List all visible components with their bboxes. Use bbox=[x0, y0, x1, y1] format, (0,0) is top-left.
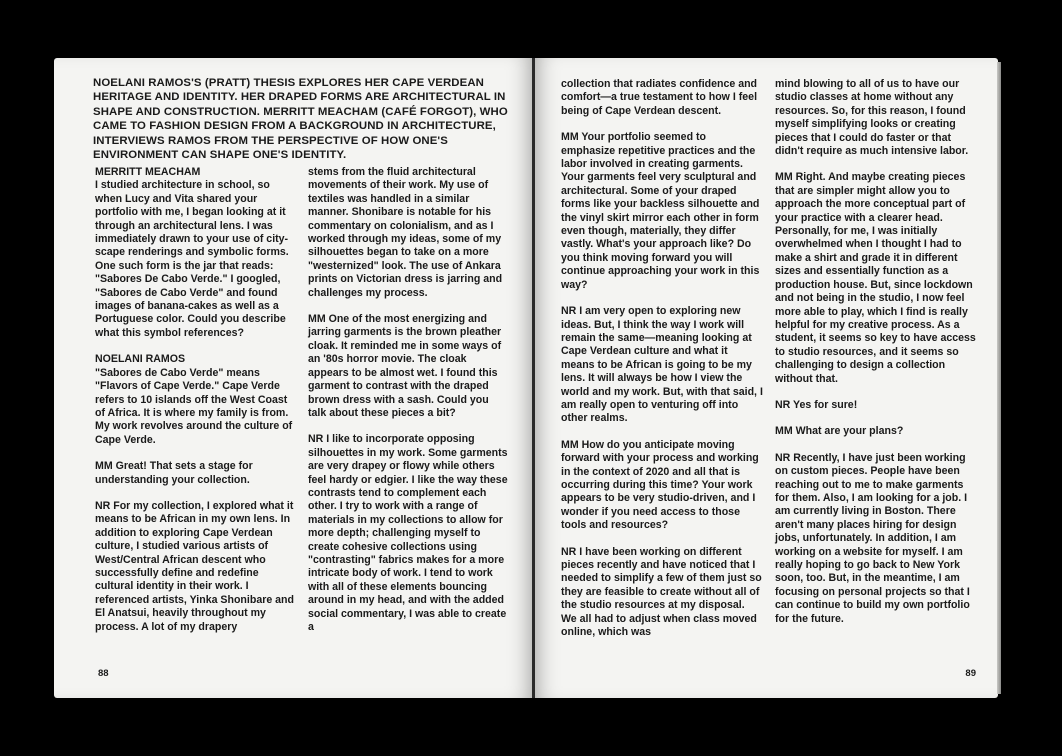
right-page bbox=[535, 58, 998, 698]
page-number: 88 bbox=[98, 668, 109, 679]
paragraph: MM How do you anticipate moving forward with your process and working in the context of 2020 and all that is occurring during this time? Your work appears to be very studio-driven, and I wonder if you need access to those tools and resources? bbox=[561, 438, 759, 532]
paragraph: mind blowing to all of us to have our studio classes at home without any resources. So, for this reason, I found myself simplifying looks or creating pieces that I could do faster or that didn't require as much intensive labor. bbox=[775, 78, 969, 158]
intro-paragraph: NOELANI RAMOS'S (PRATT) THESIS EXPLORES HER CAPE VERDEAN HERITAGE AND IDENTITY. HER DRAPED FORMS ARE ARCHITECTURAL IN SHAPE AND CONSTRUCTION. MERRITT MEACHAM (CAFÉ FORGOT), WHO CAME TO FASHION DESIGN FROM A BACKGROUND IN ARCHITECTURE, INTERVIEWS RAMOS FROM THE PERSPECTIVE OF HOW ONE'S ENVIRONMENT CAN SHAPE ONE'S IDENTITY. bbox=[93, 77, 508, 162]
paragraph-text: "Sabores de Cabo Verde" means "Flavors of Cape Verde." Cape Verde refers to 10 islands off the West Coast of Africa. It is where my family is from. My work revolves around the culture of Cape Verde. bbox=[95, 366, 293, 446]
right-page-column-1 bbox=[561, 78, 763, 639]
left-page-column-2 bbox=[308, 166, 508, 634]
paragraph: NR For my collection, I explored what it means to be African in my own lens. In addition to exploring Cape Verdean culture, I studied various artists of West/Central African descent who successfully define and redefine cultural identity in their work. I referenced artists, Yinka Shonibare and El Anatsui, heavily throughout my process. A lot of my drapery bbox=[95, 499, 294, 633]
paragraph: MM One of the most energizing and jarring garments is the brown pleather cloak. It reminded me in some ways of an '80s horror movie. The cloak appears to be almost wet. I found this garment to contrast with the draped brown dress with a sash. Could you talk about these pieces a bit? bbox=[308, 313, 502, 419]
paragraph: stems from the fluid architectural movements of their work. My use of textiles was handled in a similar manner. Shonibare is notable for his commentary on colonialism, and as I worked through my ideas, some of my silhouettes began to take on a more "westernized" look. The use of Ankara prints on Victorian dress is jarring and challenges my process. bbox=[308, 166, 503, 299]
speaker-name: NOELANI RAMOS bbox=[95, 353, 186, 366]
paragraph: MM Great! That sets a stage for understanding your collection. bbox=[95, 460, 253, 486]
paragraph: collection that radiates confidence and comfort—a true testament to how I feel being of Cape Verdean descent. bbox=[561, 78, 758, 117]
paragraph: NR I like to incorporate opposing silhouettes in my work. Some garments are very drapey or flowy while others feel hardy or edgier. I like the way these contrasts tend to complement each other. I try to work with a range of materials in my collections to allow for more depth; challenging myself to create cohesive collections using "contrasting" fabrics makes for a more intricate body of work. I tend to work with all of these elements bouncing around in my head, and with the added social commentary, I was able to create a bbox=[308, 433, 508, 633]
speaker-name: MERRITT MEACHAM bbox=[95, 166, 201, 178]
page-edge bbox=[997, 62, 1001, 694]
paragraph: NR Yes for sure! bbox=[775, 398, 858, 411]
left-page-column-1 bbox=[95, 166, 295, 634]
page-number: 89 bbox=[965, 668, 976, 679]
paragraph: NR I have been working on different pieces recently and have noticed that I needed to simplify a few of them just so they are feasible to create without all of the studio resources at my disposal. We all had to adjust when class moved online, which was bbox=[561, 545, 762, 639]
question-paragraph bbox=[95, 166, 295, 340]
answer-paragraph bbox=[95, 353, 295, 447]
paragraph-text: I studied architecture in school, so when Lucy and Vita shared your portfolio with me, I began looking at it through an architectural lens. I was immediately drawn to your use of city-scape renderings and symbolic forms. One such form is the jar that reads: "Sabores De Cabo Verde." I googled, "Sabores de Cabo Verde" and found images of banana-cakes as well as a Portuguese color. Could you describe what this symbol references? bbox=[95, 179, 289, 339]
paragraph: MM What are your plans? bbox=[775, 425, 904, 438]
paragraph: NR I am very open to exploring new ideas. But, I think the way I work will remain the same—meaning looking at Cape Verdean culture and what it means to be African is going to be my lens. It will always be how I view the world and my work. But, with that said, I am really open to venturing off into other realms. bbox=[561, 305, 763, 425]
paragraph: MM Right. And maybe creating pieces that are simpler might allow you to approach the more conceptual part of your practice with a clearer head. Personally, for me, I was initially overwhelmed when I thought I had to make a shirt and grade it in different sizes and essentially function as a production house. But, since lockdown and not being in the studio, I now feel more able to play, which I find is really helpful for my creative process. As a student, it seems so key to have access to studio resources, and it seems so challenging to design a collection without that. bbox=[775, 171, 976, 385]
left-page bbox=[54, 58, 532, 698]
paragraph: MM Your portfolio seemed to emphasize repetitive practices and the labor involved in creating garments. Your garments feel very sculptural and architectural. Some of your draped forms like your backless silhouette and the vinyl skirt mirror each other in form even though, materially, they differ vastly. What's your approach like? Do you think moving forward you will continue approaching your work in this way? bbox=[561, 131, 760, 291]
right-page-column-2 bbox=[775, 78, 980, 626]
paragraph: NR Recently, I have just been working on custom pieces. People have been reaching out to me to make garments for them. Also, I am looking for a job. I am currently living in Boston. There aren't many places hiring for design jobs, unfortunately. In addition, I am working on a website for myself. I am really hoping to go back to New York soon, too. But, in the meantime, I am focusing on personal projects so that I can continue to build my own portfolio for the future. bbox=[775, 451, 970, 625]
